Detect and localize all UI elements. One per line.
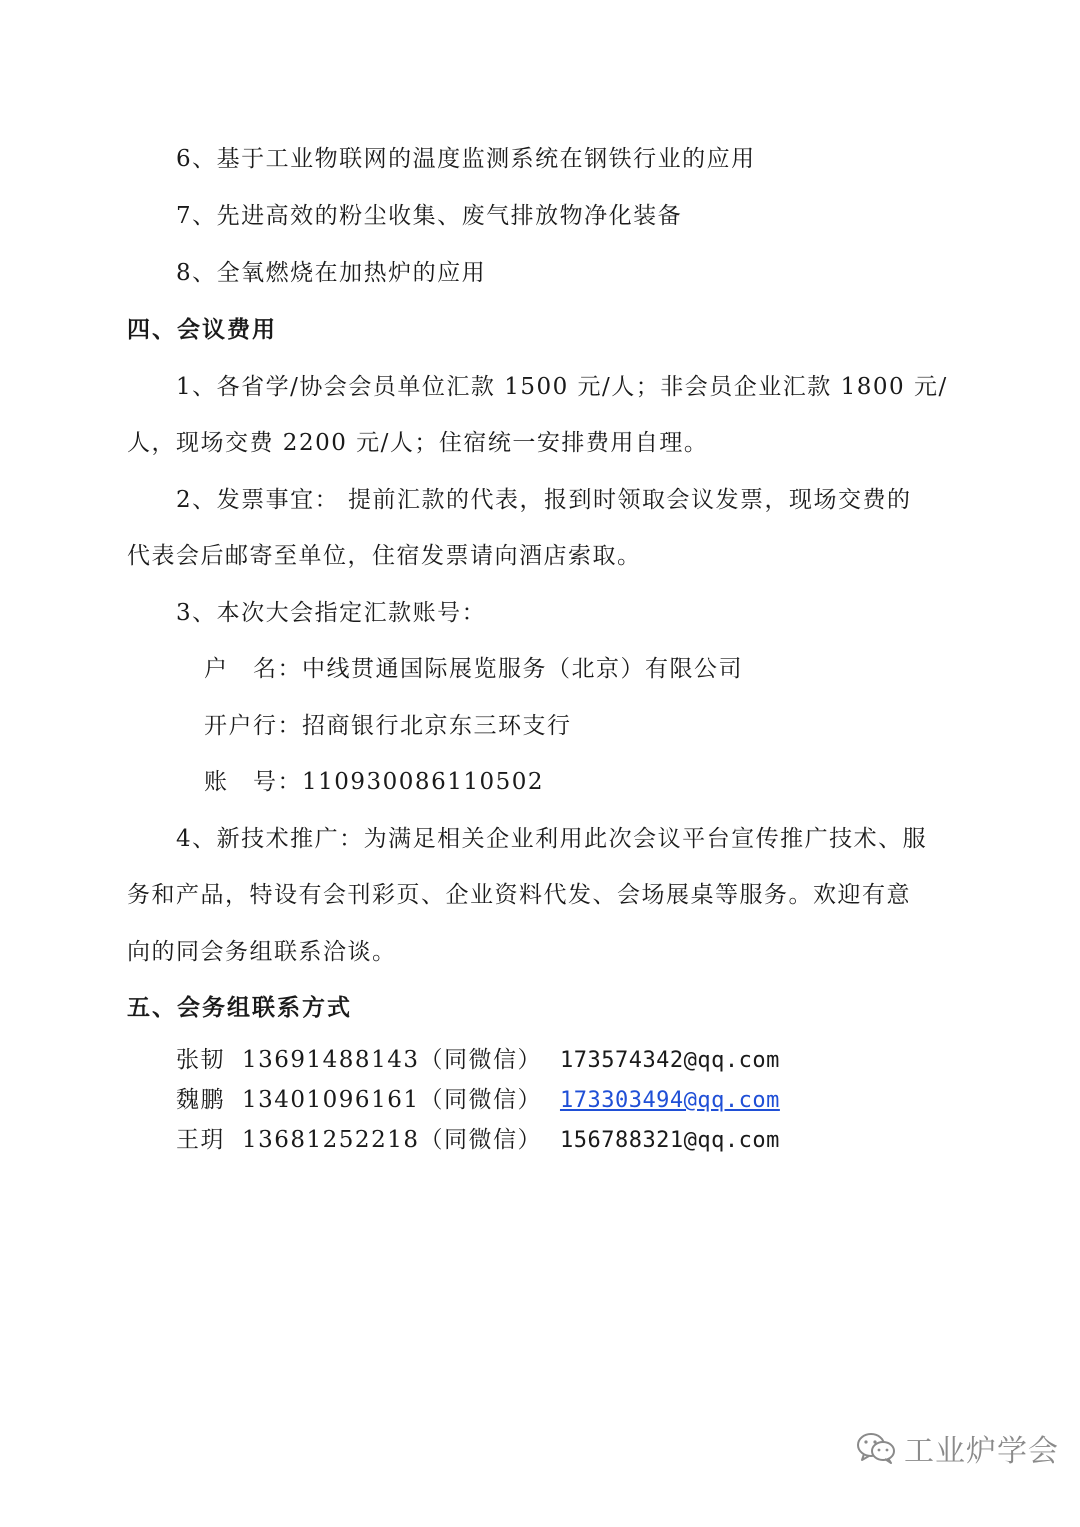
- invoice-paragraph-line-1: 2、发票事宜： 提前汇款的代表，报到时领取会议发票，现场交费的: [176, 487, 912, 513]
- contact-name: 王玥: [176, 1127, 225, 1153]
- contact-phone: 13681252218: [242, 1127, 420, 1153]
- watermark-text: 工业炉学会: [904, 1434, 1059, 1469]
- contact-wechat-note: （同微信）: [419, 1087, 542, 1113]
- contact-wechat-note: （同微信）: [419, 1127, 542, 1153]
- invoice-paragraph-line-2: 代表会后邮寄至单位，住宿发票请向酒店索取。: [127, 543, 642, 569]
- contact-email: 173574342@qq.com: [559, 1048, 780, 1073]
- watermark: [856, 1426, 1059, 1470]
- section-heading-contacts: 五、会务组联系方式: [127, 994, 352, 1021]
- promo-paragraph-line-3: 向的同会务组联系洽谈。: [127, 939, 397, 965]
- account-number: 账 号：110930086110502: [204, 769, 544, 795]
- contact-name: 张韧: [176, 1047, 225, 1073]
- fee-paragraph-line-2: 人，现场交费 2200 元/人；住宿统一安排费用自理。: [127, 430, 709, 456]
- account-title: 3、本次大会指定汇款账号：: [176, 600, 487, 626]
- fee-paragraph-line-1: 1、各省学/协会会员单位汇款 1500 元/人；非会员企业汇款 1800 元/: [176, 374, 948, 400]
- contact-phone: 13401096161: [242, 1087, 420, 1113]
- contact-wechat-note: （同微信）: [419, 1047, 542, 1073]
- account-bank: 开户行：招商银行北京东三环支行: [204, 713, 572, 739]
- contact-name: 魏鹏: [176, 1087, 225, 1113]
- section-heading-fees: 四、会议费用: [127, 316, 277, 343]
- contact-row: [176, 1125, 780, 1156]
- contact-row: [176, 1045, 780, 1076]
- wechat-icon: [856, 1431, 896, 1465]
- promo-paragraph-line-2: 务和产品，特设有会刊彩页、企业资料代发、会场展桌等服务。欢迎有意: [127, 882, 911, 908]
- contact-email-link[interactable]: 173303494@qq.com: [559, 1088, 780, 1113]
- topic-item-6: 6、基于工业物联网的温度监测系统在钢铁行业的应用: [176, 146, 756, 172]
- account-name: 户 名：中线贯通国际展览服务（北京）有限公司: [204, 656, 743, 682]
- topic-item-7: 7、先进高效的粉尘收集、废气排放物净化装备: [176, 203, 683, 229]
- topic-item-8: 8、全氧燃烧在加热炉的应用: [176, 260, 487, 286]
- contact-phone: 13691488143: [242, 1047, 420, 1073]
- contact-row: [176, 1085, 780, 1116]
- contact-email: 156788321@qq.com: [559, 1128, 780, 1153]
- promo-paragraph-line-1: 4、新技术推广：为满足相关企业利用此次会议平台宣传推广技术、服: [176, 826, 928, 852]
